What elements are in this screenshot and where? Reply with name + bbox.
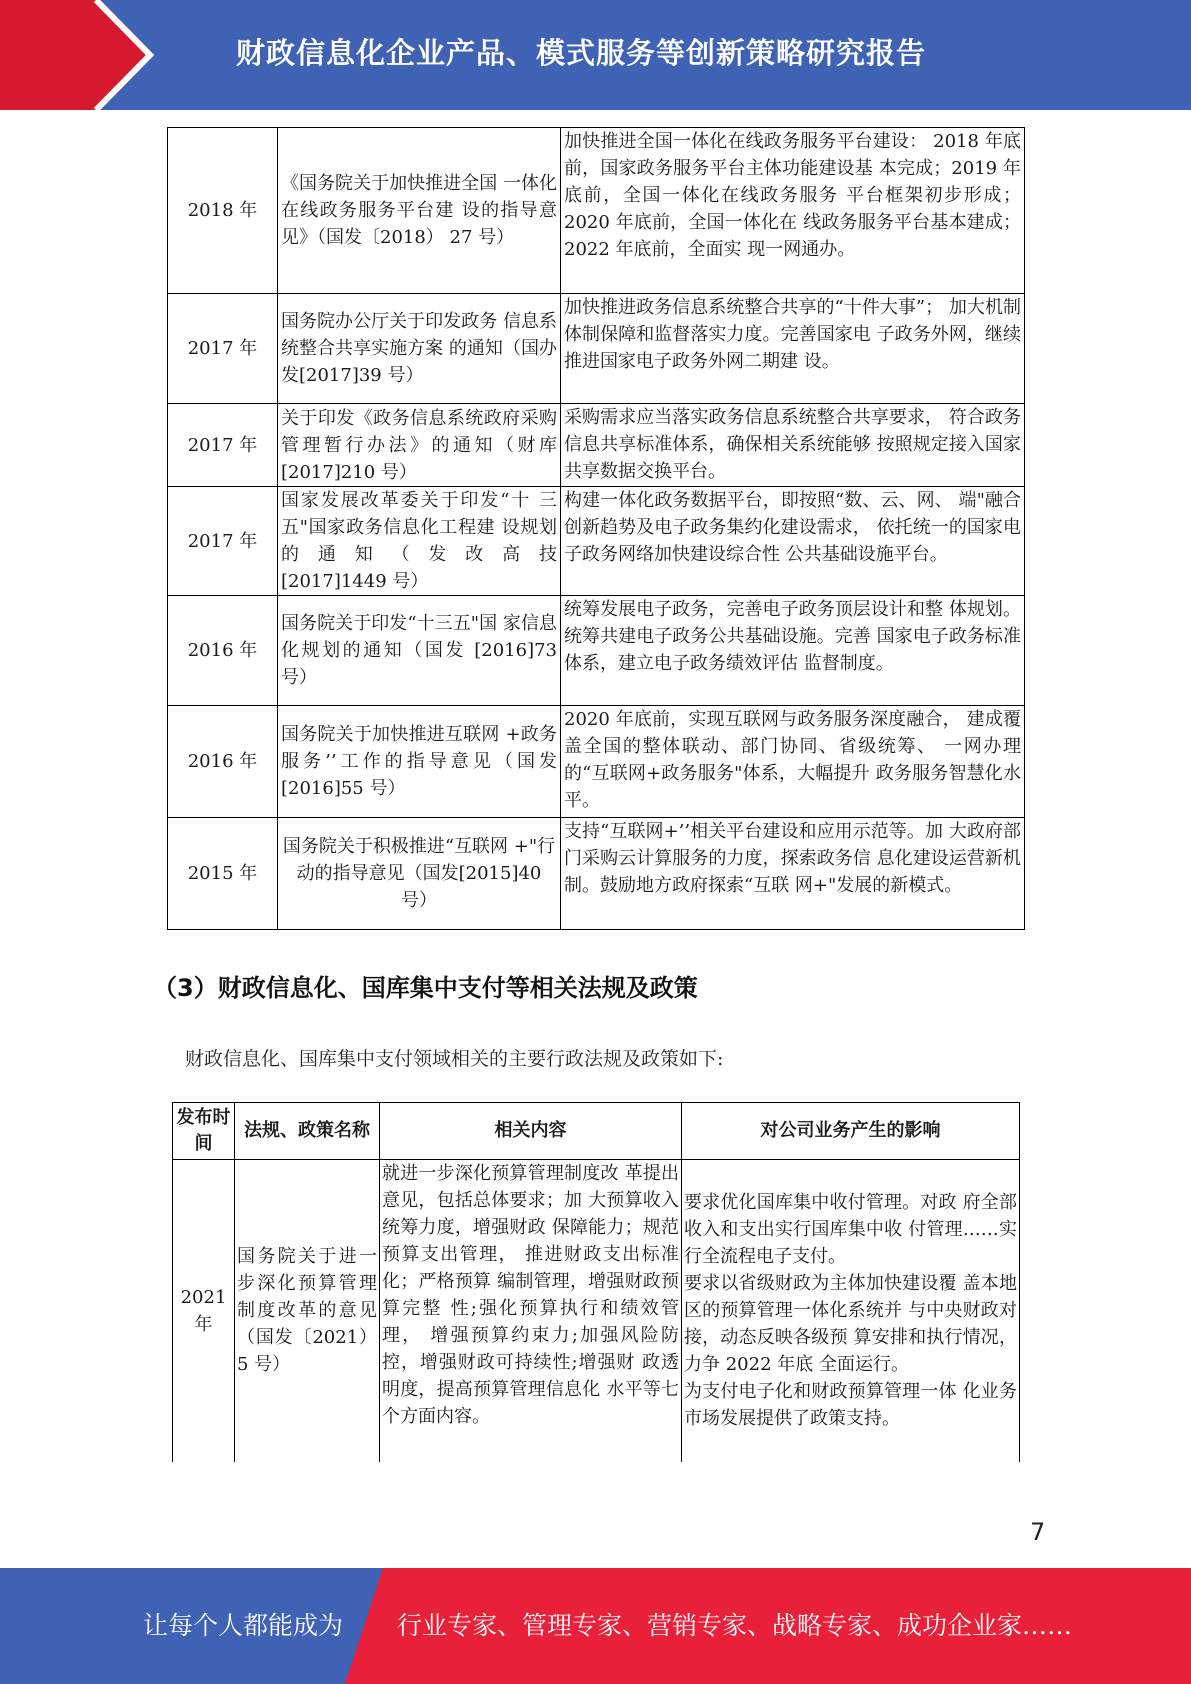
document-cell: 国务院关于积极推进“互联网 +"行动的指导意见（国发[2015]40 号） (278, 818, 561, 930)
table-row (168, 404, 1025, 487)
policy-table-2 (172, 1102, 1020, 1462)
footer-slogan-right: 行业专家、管理专家、营销专家、战略专家、成功企业家…… (397, 1611, 1073, 1640)
table-row (168, 294, 1025, 404)
impact-cell (682, 1160, 1020, 1462)
column-header-impact: 对公司业务产生的影响 (682, 1103, 1020, 1160)
content-cell: 加快推进全国一体化在线政务服务平台建设： 2018 年底前，国家政务服务平台主体功能建设基 本完成；2019 年底前，全国一体化在线政务服务 平台框架初步形成；2020 年底前，全国一体化在 线政务服务平台基本建成；2022 年底前，全面实 现一网通办。 (561, 128, 1025, 294)
table-row (168, 818, 1025, 930)
document-cell: 国务院办公厅关于印发政务 信息系统整合共享实施方案 的通知（国办发[2017]39 号） (278, 294, 561, 404)
document-cell: 关于印发《政务信息系统政府采购管理暂行办法》的通知（财库[2017]210 号） (278, 404, 561, 487)
content-cell: 2020 年底前，实现互联网与政务服务深度融合， 建成覆盖全国的整体联动、部门协同、省级统筹、 一网办理的“互联网+政务服务"体系，大幅提升 政务服务智慧化水平。 (561, 706, 1025, 818)
table-row (168, 596, 1025, 706)
impact-paragraph: 要求优化国库集中收付管理。对政 府全部收入和支出实行国库集中收 付管理……实行全流程电子支付。 (684, 1192, 1017, 1268)
column-header-content: 相关内容 (380, 1103, 682, 1160)
policy-table-1 (167, 127, 1025, 930)
impact-paragraph: 要求以省级财政为主体加快建设覆 盖本地区的预算管理一体化系统并 与中央财政对接，动态反映各级预 算安排和执行情况，力争 2022 年底 全面运行。 (684, 1273, 1017, 1376)
report-title: 财政信息化企业产品、模式服务等创新策略研究报告 (236, 36, 927, 70)
document-cell: 国家发展改革委关于印发“十 三五"国家政务信息化工程建 设规划 的 通 知 （ 发 改 高 技 [2017]1449 号） (278, 487, 561, 596)
table-row (168, 706, 1025, 818)
content-cell: 采购需求应当落实政务信息系统整合共享要求， 符合政务信息共享标准体系，确保相关系统能够 按照规定接入国家共享数据交换平台。 (561, 404, 1025, 487)
document-cell: 国务院关于加快推进互联网 +政务服务’’工作的指导意见（国发[2016]55 号） (278, 706, 561, 818)
table-row (173, 1160, 1020, 1462)
content-cell: 加快推进政务信息系统整合共享的“十件大事”； 加大机制体制保障和监督落实力度。完善国家电 子政务外网，继续推进国家电子政务外网二期建 设。 (561, 294, 1025, 404)
column-header-policy-name: 法规、政策名称 (235, 1103, 380, 1160)
column-header-date: 发布时间 (173, 1103, 235, 1160)
footer-banner (0, 1568, 1191, 1684)
year-cell: 2017 年 (168, 294, 278, 404)
table-row (168, 128, 1025, 294)
section-intro: 财政信息化、国库集中支付领域相关的主要行政法规及政策如下: (185, 1048, 724, 1070)
content-cell: 构建一体化政务数据平台，即按照“数、云、网、 端"融合创新趋势及电子政务集约化建设需求， 依托统一的国家电子政务网络加快建设综合性 公共基础设施平台。 (561, 487, 1025, 596)
content-cell: 统筹发展电子政务，完善电子政务顶层设计和整 体规划。统筹共建电子政务公共基础设施。完善 国家电子政务标准体系，建立电子政务绩效评估 监督制度。 (561, 596, 1025, 706)
impact-paragraph: 为支付电子化和财政预算管理一体 化业务市场发展提供了政策支持。 (684, 1381, 1017, 1430)
year-cell: 2016 年 (168, 706, 278, 818)
year-cell: 2017 年 (168, 487, 278, 596)
header-banner (0, 0, 1191, 110)
year-cell: 2021 年 (173, 1160, 235, 1462)
table-row (168, 487, 1025, 596)
year-cell: 2016 年 (168, 596, 278, 706)
document-cell: 《国务院关于加快推进全国 一体化在线政务服务平台建 设的指导意见》（国发〔2018） 27 号） (278, 128, 561, 294)
document-cell: 国务院关于印发“十三五"国 家信息化规划的通知（国发 [2016]73 号） (278, 596, 561, 706)
footer-slogan-left: 让每个人都能成为 (143, 1611, 344, 1640)
content-cell: 支持“互联网+’’相关平台建设和应用示范等。加 大政府部门采购云计算服务的力度，探索政务信 息化建设运营新机制。鼓励地方政府探索“互联 网+"发展的新模式。 (561, 818, 1025, 930)
table-header-row (173, 1103, 1020, 1160)
year-cell: 2015 年 (168, 818, 278, 930)
page-number: 7 (1030, 1518, 1046, 1546)
section-heading: （3）财政信息化、国库集中支付等相关法规及政策 (153, 974, 698, 1002)
year-cell: 2018 年 (168, 128, 278, 294)
year-cell: 2017 年 (168, 404, 278, 487)
document-cell: 国务院关于进一步深化预算管理制度改革的意见（国发〔2021） 5 号） (235, 1160, 380, 1462)
content-cell: 就进一步深化预算管理制度改 革提出意见，包括总体要求；加 大预算收入统筹力度，增强财政 保障能力；规范预算支出管理， 推进财政支出标准化；严格预算 编制管理，增强财政预算完整 性;强化预算执行和绩效管理， 增强预算约束力;加强风险防 控，增强财政可持续性;增强财 政透明度，提高预算管理信息化 水平等七个方面内容。 (380, 1160, 682, 1462)
